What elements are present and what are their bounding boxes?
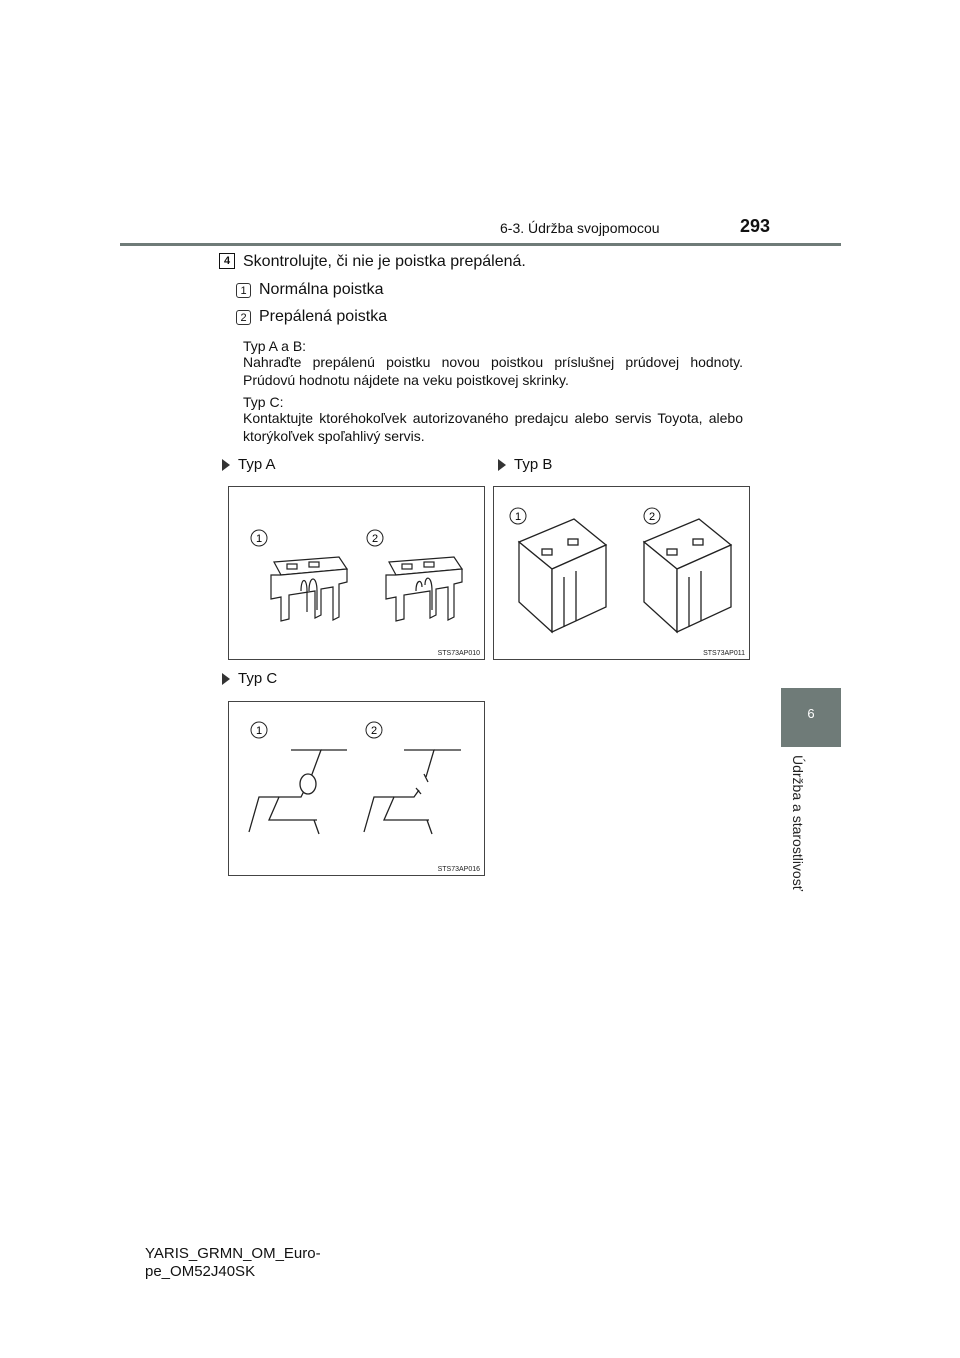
- figure-typ-a: [228, 486, 485, 660]
- item-number-1: 1: [236, 283, 251, 298]
- callout-1: 1: [255, 533, 263, 545]
- triangle-bullet-icon: [498, 459, 506, 471]
- chapter-title: Údržba a starostlivosť: [790, 755, 806, 891]
- figure-label-text: Typ C: [238, 670, 278, 687]
- running-header-section: 6-3. Údržba svojpomocou: [500, 220, 660, 236]
- figure-label-typ-b: [498, 456, 552, 473]
- figure-label-text: Typ A: [238, 456, 276, 473]
- blade-fuse-illustration: [229, 487, 484, 659]
- fusible-link-illustration: [229, 702, 484, 875]
- figure-code: STS73AP016: [437, 866, 480, 873]
- figure-code: STS73AP011: [703, 650, 745, 657]
- cartridge-fuse-illustration: [494, 487, 749, 659]
- figure-typ-c: [228, 701, 485, 876]
- callout-2: 2: [370, 725, 378, 737]
- figure-code: STS73AP010: [437, 650, 480, 657]
- triangle-bullet-icon: [222, 459, 230, 471]
- callout-2: 2: [648, 511, 656, 523]
- page-number: 293: [740, 216, 771, 236]
- header-rule: [120, 243, 841, 246]
- figure-label-typ-a: [222, 456, 276, 473]
- item-label-normal-fuse: Normálna poistka: [259, 281, 384, 298]
- step-number-box: 4: [219, 253, 235, 269]
- figure-label-text: Typ B: [514, 456, 553, 473]
- callout-2: 2: [371, 533, 379, 545]
- callout-1: 1: [514, 511, 522, 523]
- callout-1: 1: [255, 725, 263, 737]
- item-number-2: 2: [236, 310, 251, 325]
- paragraph-heading-c: Typ C:: [243, 394, 284, 410]
- step-title: Skontrolujte, či nie je poistka prepálená.: [243, 253, 526, 270]
- figure-label-typ-c: [222, 670, 277, 687]
- triangle-bullet-icon: [222, 673, 230, 685]
- chapter-number: 6: [807, 706, 815, 721]
- document-id: YARIS_GRMN_OM_Euro- pe_OM52J40SK: [145, 1245, 321, 1280]
- paragraph-heading-ab: Typ A a B:: [243, 338, 307, 354]
- paragraph-body-c: Kontaktujte ktoréhokoľvek autorizovaného predajcu alebo servis Toyota, alebo ktorýkoľvek spoľahlivý servis.: [243, 410, 743, 444]
- item-label-blown-fuse: Prepálená poistka: [259, 308, 388, 325]
- figure-typ-b: [493, 486, 750, 660]
- paragraph-body-ab: Nahraďte prepálenú poistku novou poistkou príslušnej prúdovej hodnoty. Prúdovú hodnotu nájdete na veku poistkovej skrinky.: [243, 354, 743, 388]
